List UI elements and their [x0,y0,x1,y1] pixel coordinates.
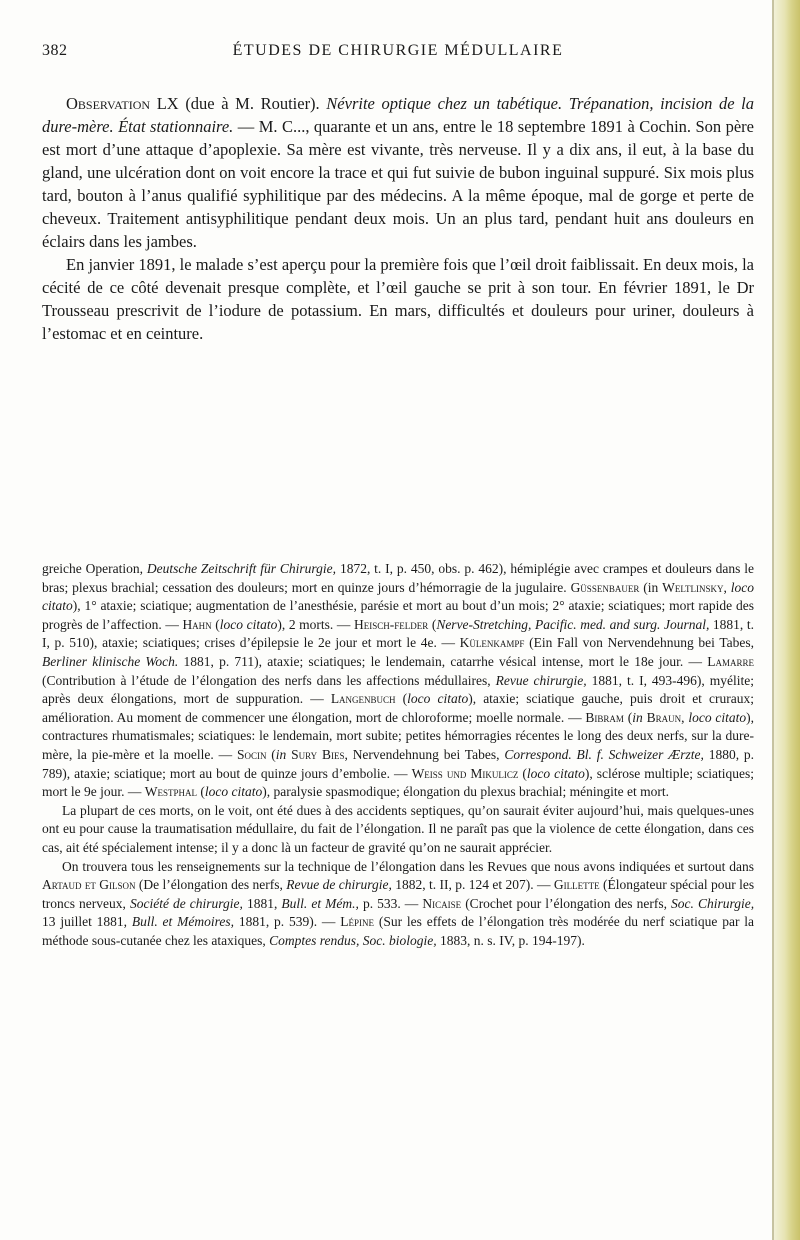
note-text: On trouvera tous les renseignements sur la technique de l’élongation dans les Revues que nous avons indiquées et surtout dans [62,858,754,874]
note-text: ( [627,709,633,725]
note-text: ), 1° ataxie; sciatique; augmentation de l’anesthésie, parésie et mort au bout d’un mois; 2° ataxie; sciatiques; mort rapide des progrès de l’affection. — [42,598,754,632]
note-citation: loco citato [407,691,469,707]
note-text: greiche Operation, [42,561,143,576]
note-author: Güssenbauer [570,579,640,595]
note-text: (Crochet pour l’élongation des nerfs, [465,895,667,911]
note-text: ( [522,765,527,781]
page-edge [772,0,800,1240]
footnote-3 [42,858,754,951]
note-citation: loco citato [526,765,585,781]
note-citation: loco citato [204,784,263,800]
note-text: 1881, t. I, p. 510), ataxie; sciatiques; crises d’épilepsie le 2e jour et mort le 4e. — [42,616,755,651]
note-text: 13 juillet 1881, [42,914,128,930]
note-author: Hahn [182,616,212,632]
footnote-2: La plupart de ces morts, on le voit, ont été dues à des accidents septiques, qu’on saurait éviter aujourd’hui, mais quelques-unes ont eu pour cause la traumatisation médullaire, du fait de l’élongation. Il ne paraît pas que la violence de cette élongation, dans ces cas, ait été spécialement intense; il y a donc là un facteur de gravité qu’on ne saurait apprécier. [42,802,754,855]
footnotes [42,560,754,950]
note-journal: Correspond. Bl. f. Schweizer Ærzte, [504,746,704,762]
note-text: ( [402,691,408,707]
page-edge-line [772,0,774,1240]
note-text: ( [200,784,205,800]
note-text: (Sur les effets de l’élongation très modérée du nerf sciatique par la méthode sous-cutanée chez les ataxiques, [42,914,755,948]
note-author: Artaud et Gilson [42,877,136,893]
note-text: ), contractures rhumatismales; sciatiques: le lendemain, mort subite; petites hémorragies récentes le long des deux nerfs, sur la dure-mère, la pie-mère et la moelle. — [42,709,755,762]
note-author: Westphal [144,784,197,800]
note-text: 1881, p. 711), ataxie; sciatiques; le lendemain, catarrhe vésical intense, mort le 18e jour. — [183,653,703,669]
observation-text: — M. C..., quarante et un ans, entre le 18 septembre 1891 à Cochin. Son père est mort d’une attaque d’apoplexie. Sa mère est vivante, très nerveuse. Il y a dix ans, il eut, à la base du gland, une ulcération dont on voit encore la trace et qui fut suivie de bubon inguinal suppuré. Six mois plus tard, bouton à l’anus qualifié syphilitique par des médecins. A la même époque, mal de gorge et perte de cheveux. Traitement antisyphilitique pendant deux mois. Un an plus tard, pendant huit ans douleurs en éclairs dans les jambes. [42,117,755,251]
note-text: 1872, t. I, p. 450, obs. p. 462), hémiplégie avec crampes et douleurs dans le bras; plexus brachial; cessation des douleurs; mort en quinze jours d’hémorragie de la jugulaire. [42,561,755,595]
note-journal: Soc. Chirurgie, [671,895,755,911]
observation-paragraph-2: En janvier 1891, le malade s’est aperçu pour la première fois que l’œil droit faiblissait. En deux mois, la cécité de ce côté devenait presque complète, et l’œil gauche se prit à son tour. En février 1891, le Dr Trousseau prescrivit de l’iodure de potassium. En mars, difficultés et douleurs pour uriner, douleurs à l’estomac et en ceinture. [42,255,754,343]
note-citation: loco citato [42,579,755,614]
note-text: 1881, [246,895,278,911]
note-text: ( [271,746,276,762]
note-citation: loco citato [219,616,278,632]
note-text: ( [215,616,220,632]
note-text: 1881, t. I, 493-496), myélite; après deux élongations, mort de suppuration. — [42,672,754,707]
note-author: Weiss und Mikulicz [411,765,519,781]
note-journal: Deutsche Zeitschrift für Chirurgie, [146,561,337,576]
note-text: 1880, p. 789), ataxie; sciatique; mort au bout de quinze jours d’embolie. — [42,746,755,781]
note-journal: Bull. et Mém., [281,895,359,911]
note-text: ), sclérose multiple; sciatiques; mort le 9e jour. — [42,765,754,800]
note-author: Braun, [646,709,685,725]
note-text: (De l’élongation des nerfs, [138,877,283,893]
note-author: Gillette [553,877,600,893]
note-author: Heisch-felder [353,616,429,632]
note-text: (Contribution à l’étude de l’élongation des nerfs dans les affections médullaires, [42,672,491,688]
note-author: Langenbuch [330,691,396,707]
note-journal: Revue de chirurgie, [286,877,392,893]
note-journal: Berliner klinische Woch. [42,653,179,669]
observation-title: Névrite optique chez un tabétique. Trépanation, incision de la dure-mère. État stationnaire. [42,94,755,136]
note-journal: Revue chirurgie, [495,672,587,688]
page-number: 382 [42,42,68,59]
note-text: (Élongateur spécial pour les troncs nerveux, [42,877,755,911]
note-text: ( [431,616,437,632]
footnote-1 [42,560,754,802]
note-text: 1881, p. 539). — [238,914,336,930]
note-text: 1882, t. II, p. 124 et 207). — [395,877,551,893]
note-citation: in [275,746,287,762]
observation-paragraph [42,92,754,253]
note-text: 1883, n. s. IV, p. 194-197). [440,932,585,948]
note-text: ), ataxie; sciatique gauche, puis droit et cruraux; amélioration. Au moment de commencer une élongation, mort de chloroforme; moelle normale. — [42,691,754,725]
running-title: ÉTUDES DE CHIRURGIE MÉDULLAIRE [232,42,564,59]
note-author: Nicaise [422,895,462,911]
note-author: Külenkampf [459,635,525,651]
note-author: Lamarre [707,653,755,669]
note-text: ), 2 morts. — [277,616,351,632]
observation-attribution: (due à M. Routier). [185,94,320,113]
note-journal: Société de chirurgie, [129,895,243,911]
note-citation: loco citato [688,709,747,725]
note-text: (Ein Fall von Nervendehnung bei Tabes, [529,635,754,651]
note-text: p. 533. — [362,895,419,911]
note-text: (in [643,579,659,595]
main-text [42,92,754,345]
note-author: Sury Bies, [291,746,348,762]
observation-number: LX [156,94,179,113]
note-author: Weltlinsky, [662,579,727,595]
note-journal: Comptes rendus, Soc. biologie, [269,932,437,948]
running-header [42,42,754,66]
note-journal: Bull. et Mémoires, [131,914,234,930]
note-text: Nervendehnung bei Tabes, [352,746,500,762]
note-author: Socin [236,746,267,762]
observation-label: Observation [66,94,151,113]
note-author: Lépine [340,914,375,930]
note-journal: Nerve-Stretching, Pacific. med. and surg. Journal, [436,616,710,632]
note-text: ), paralysie spasmodique; élongation du plexus brachial; méningite et mort. [262,784,670,800]
note-citation: in [632,709,643,725]
note-author: Bibram [585,709,624,725]
